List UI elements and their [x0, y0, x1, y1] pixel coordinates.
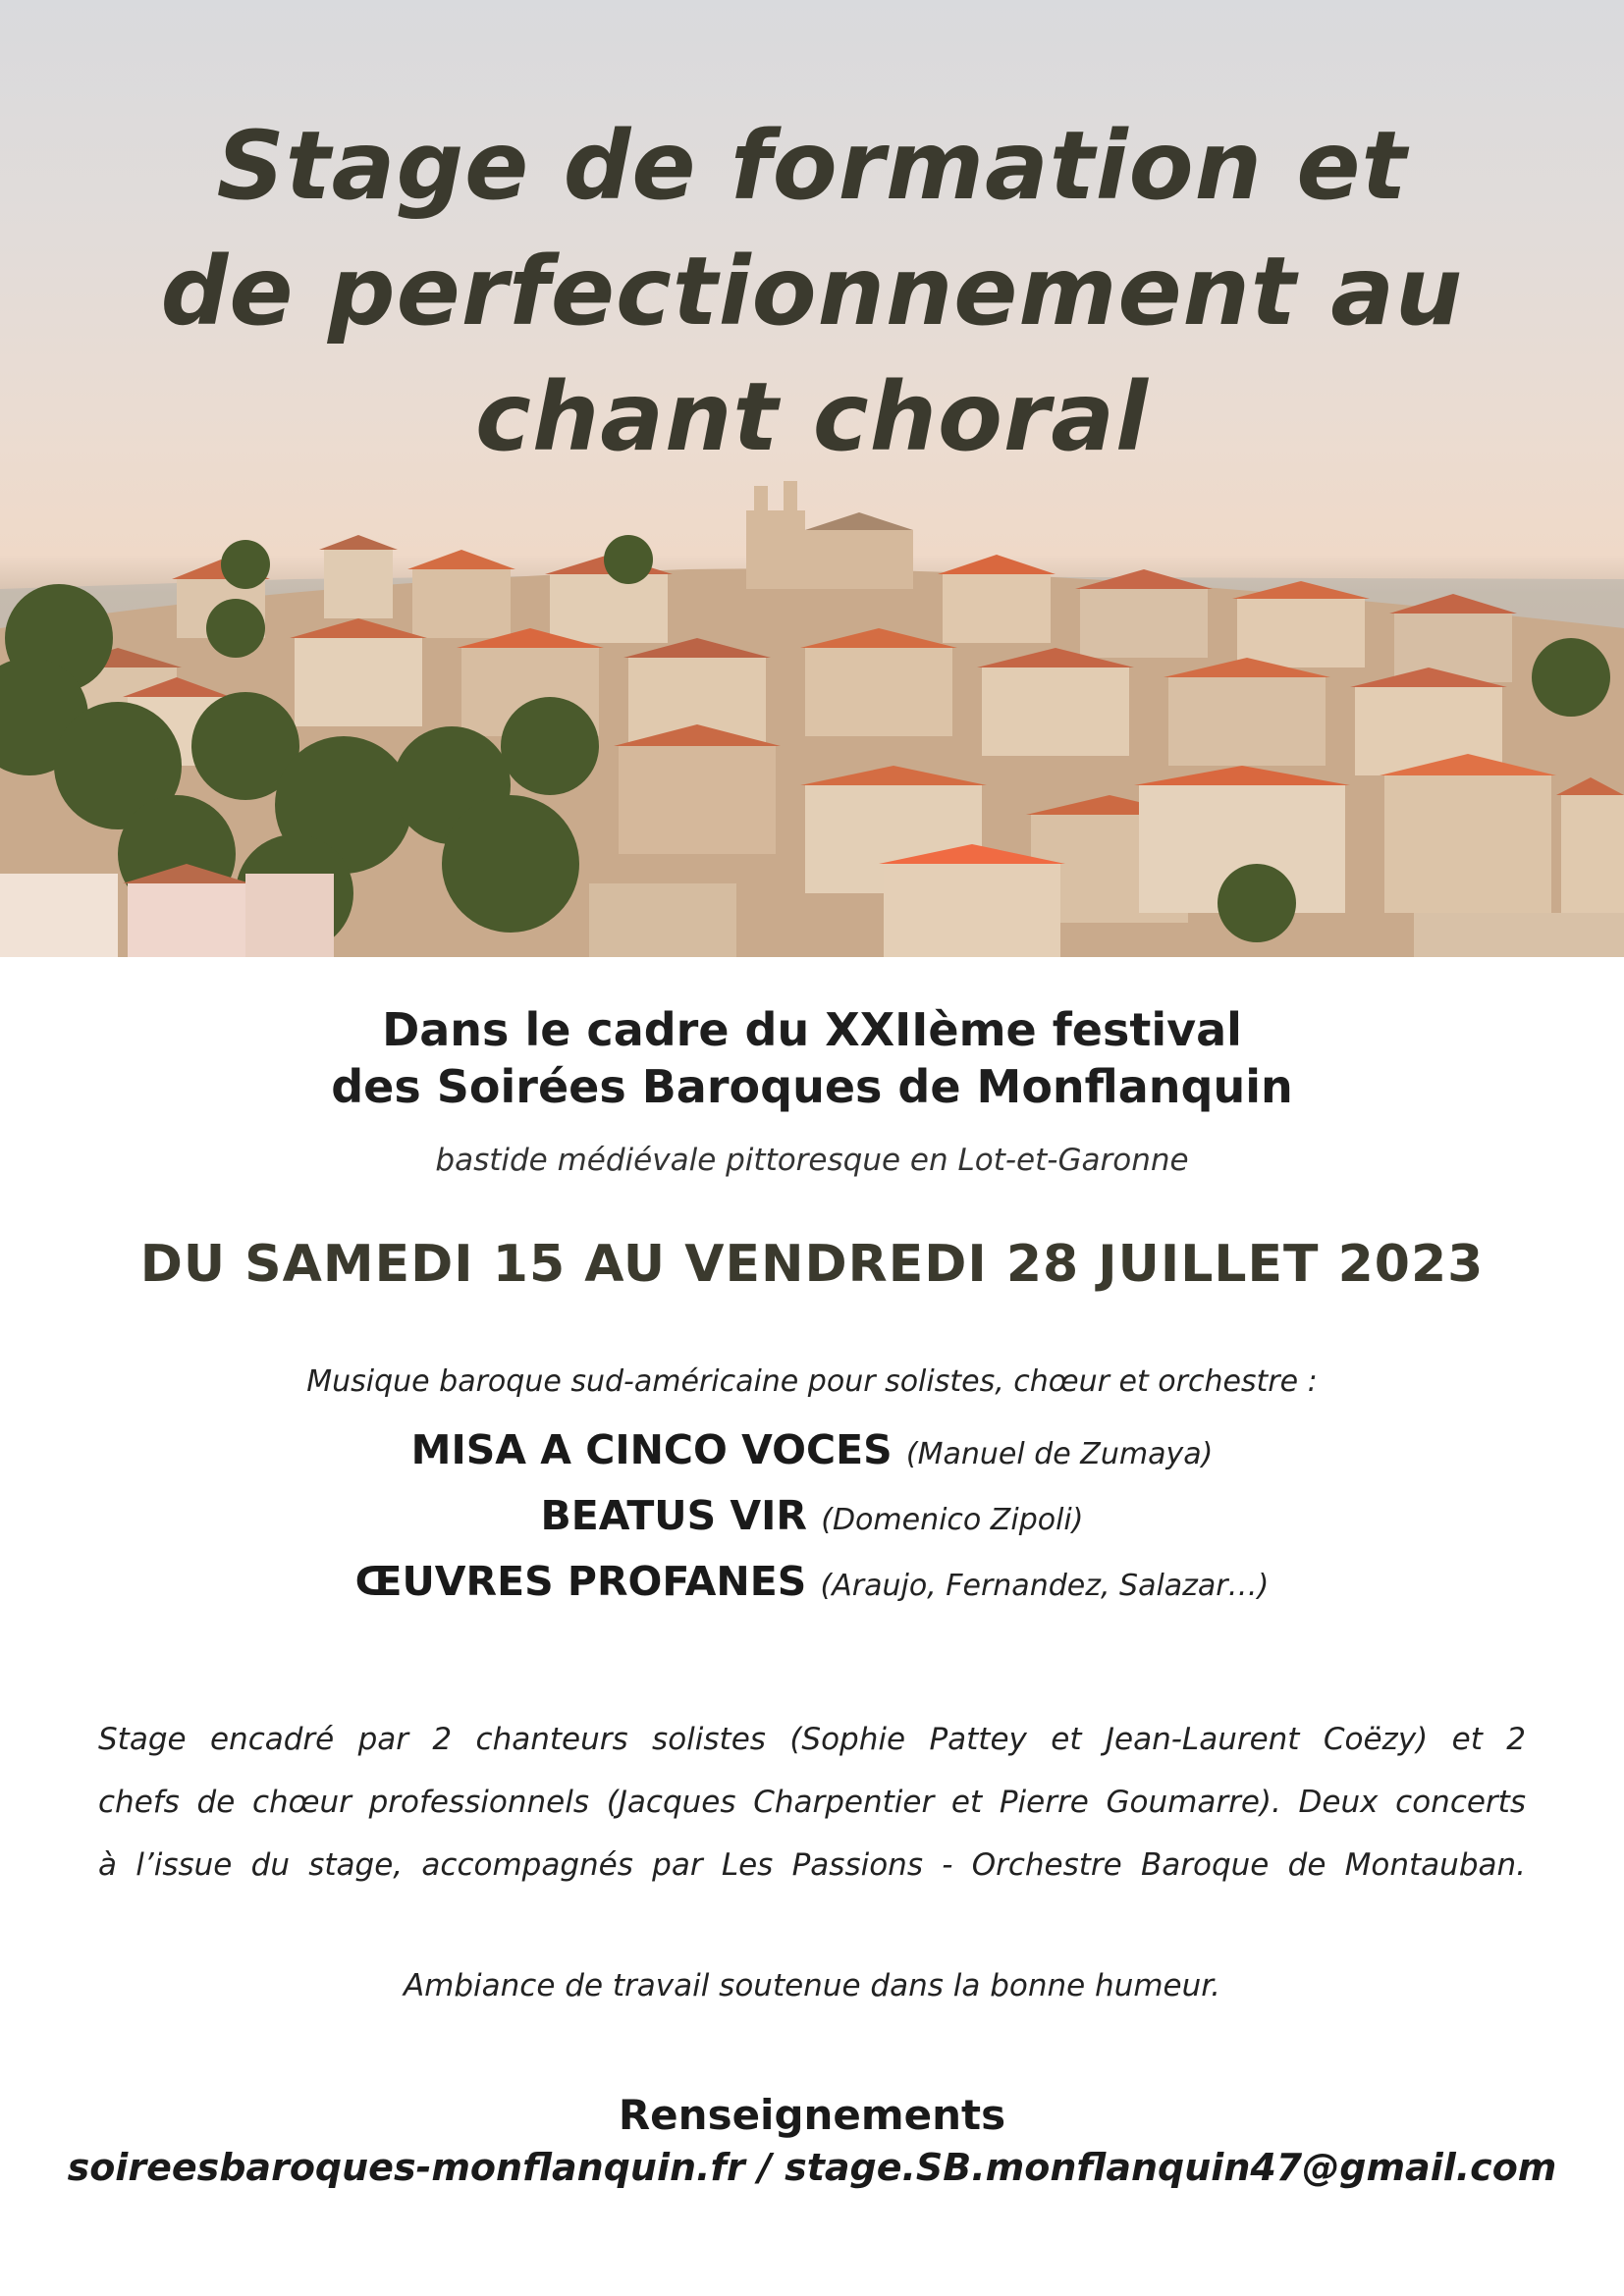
- festival-heading: [0, 1001, 1624, 1115]
- festival-line-2: des Soirées Baroques de Monflanquin: [331, 1060, 1293, 1113]
- church-icon: [746, 481, 913, 589]
- ambiance-text: Ambiance de travail soutenue dans la bonne humeur.: [403, 1968, 1221, 2003]
- stage-line-3: à l’issue du stage, accompagnés par Les Passions - Orchestre Baroque de Montauban.: [98, 1847, 1526, 1883]
- stage-line-2: chefs de chœur professionnels (Jacques Charpentier et Pierre Goumarre). Deux concerts: [98, 1785, 1526, 1820]
- work-composer: (Domenico Zipoli): [821, 1503, 1084, 1537]
- stage-line-1: Stage encadré par 2 chanteurs solistes (Sophie Pattey et Jean-Laurent Coëzy) et 2: [98, 1722, 1526, 1757]
- title-line-2: de perfectionnement au: [160, 237, 1464, 347]
- work-composer: (Manuel de Zumaya): [905, 1437, 1214, 1471]
- work-title: BEATUS VIR: [540, 1492, 807, 1539]
- title-line-3: chant choral: [475, 362, 1149, 472]
- work-composer: (Araujo, Fernandez, Salazar…): [820, 1569, 1270, 1603]
- work-title: MISA A CINCO VOCES: [410, 1426, 893, 1473]
- work-title: ŒUVRES PROFANES: [354, 1558, 807, 1605]
- work-item: [0, 1555, 1624, 1613]
- contact-link[interactable]: soireesbaroques-monflanquin.fr / stage.SB.monflanquin47@gmail.com: [67, 2146, 1557, 2189]
- work-item: [0, 1423, 1624, 1481]
- village-photo: [0, 0, 1624, 957]
- page-title: [0, 103, 1624, 480]
- event-dates: DU SAMEDI 15 AU VENDREDI 28 JUILLET 2023: [139, 1235, 1485, 1294]
- info-heading: Renseignements: [618, 2091, 1006, 2139]
- festival-line-1: Dans le cadre du XXIIème festival: [382, 1003, 1242, 1056]
- festival-subtitle: bastide médiévale pittoresque en Lot-et-Garonne: [435, 1143, 1189, 1178]
- work-item: [0, 1489, 1624, 1547]
- stage-description: [98, 1708, 1526, 1896]
- program-intro: Musique baroque sud-américaine pour solistes, chœur et orchestre :: [306, 1364, 1318, 1399]
- title-line-1: Stage de formation et: [216, 111, 1408, 221]
